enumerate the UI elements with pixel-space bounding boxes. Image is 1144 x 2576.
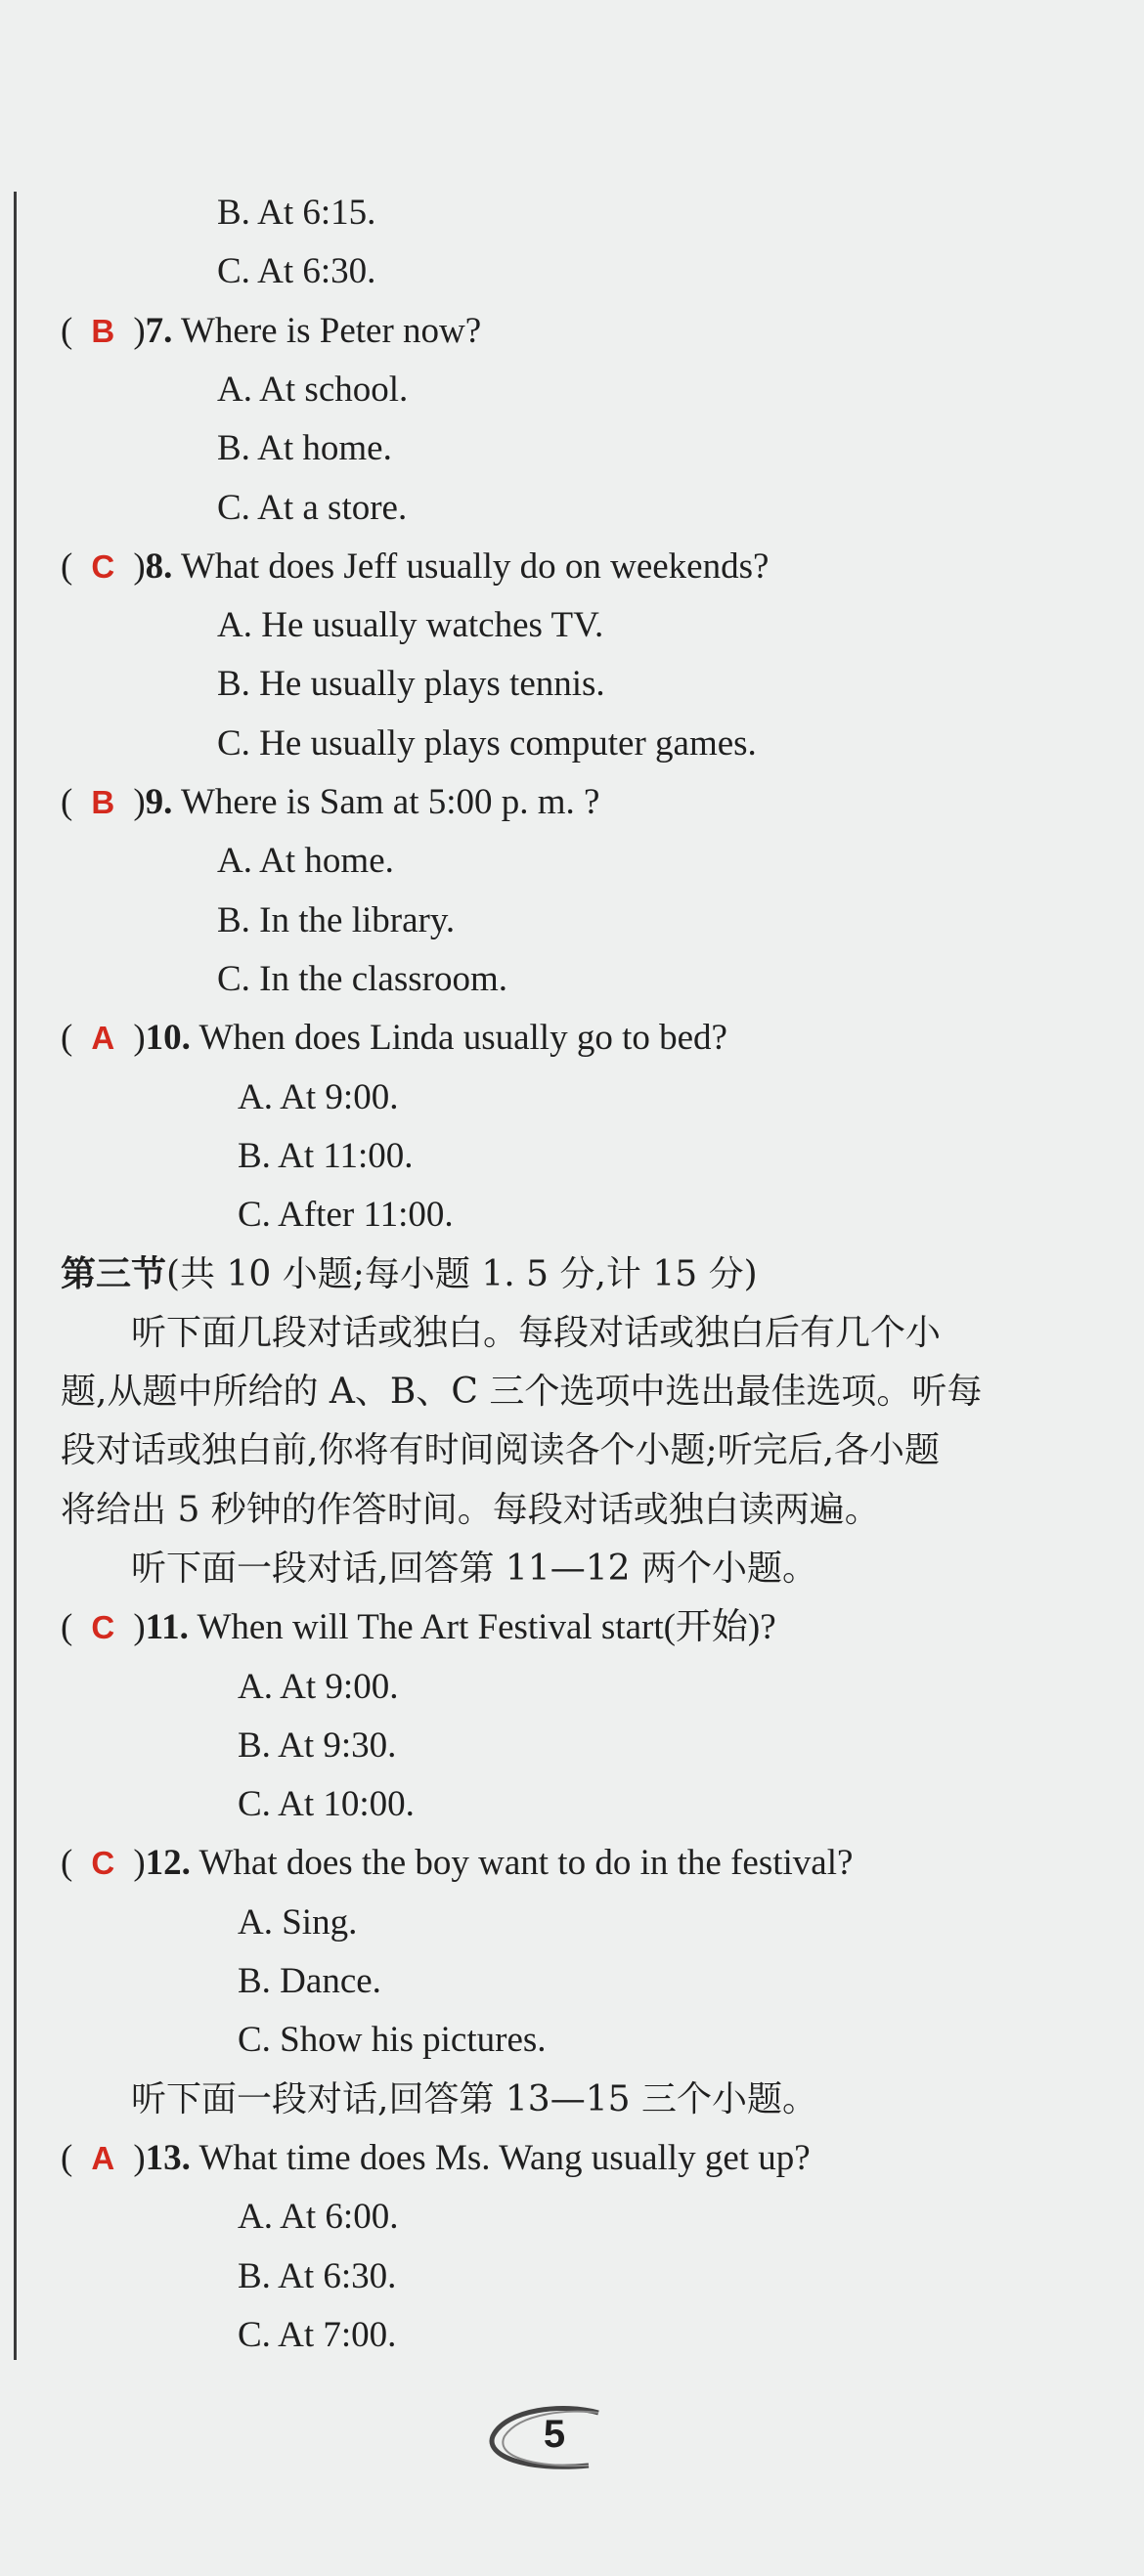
paren-close: ) (133, 2137, 146, 2178)
margin-rule (14, 192, 17, 2360)
question-number: 11. (145, 1607, 189, 1648)
question-number: 13. (145, 2137, 191, 2178)
answer-option: B. At 6:30. (238, 2255, 397, 2296)
question-row (61, 310, 481, 353)
question-number: 12. (145, 1843, 191, 1884)
question-number: 10. (145, 1018, 191, 1059)
page-number-badge (481, 2399, 628, 2477)
section-detail: (共 10 小题;每小题 1. 5 分,计 15 分) (166, 1254, 758, 1295)
answer-option: A. Sing. (238, 1901, 358, 1943)
answer-letter: A (91, 2139, 115, 2176)
section-instruction: 听下面几段对话或独白。每段对话或独白后有几个小 (61, 1312, 942, 1353)
answer-option: C. At 7:00. (238, 2314, 397, 2355)
section-instruction: 将给出 5 秒钟的作答时间。每段对话或独白读两遍。 (61, 1489, 880, 1530)
question-text: Where is Sam at 5:00 p. m. ? (172, 782, 600, 822)
section-header (61, 1252, 758, 1296)
answer-letter: C (91, 1609, 115, 1646)
listening-prompt: 听下面一段对话,回答第 11—12 两个小题。 (61, 1548, 817, 1589)
paren-close: ) (133, 782, 146, 822)
answer-option: A. At home. (217, 841, 394, 882)
answer-option: C. At 6:30. (217, 251, 376, 292)
question-row (61, 2137, 811, 2180)
answer-letter: B (91, 312, 115, 349)
question-text: What does Jeff usually do on weekends? (172, 546, 770, 587)
answer-option: B. At home. (217, 428, 392, 469)
answer-option: C. At 10:00. (238, 1784, 415, 1825)
question-text: Where is Peter now? (172, 310, 482, 351)
paren-open: ( (61, 2137, 73, 2178)
question-number: 8. (145, 546, 173, 587)
answer-letter: B (91, 784, 115, 820)
answer-option: A. He usually watches TV. (217, 605, 604, 646)
answer-option: B. Dance. (238, 1961, 381, 2001)
question-row (61, 1606, 776, 1649)
answer-option: B. In the library. (217, 899, 456, 940)
question-row (61, 781, 599, 824)
answer-option: C. Show his pictures. (238, 2020, 547, 2061)
answer-option: C. At a store. (217, 487, 408, 528)
question-text: What does the boy want to do in the festival? (190, 1843, 854, 1884)
paren-open: ( (61, 546, 73, 587)
paren-open: ( (61, 1843, 73, 1884)
answer-option: A. At 9:00. (238, 1076, 399, 1117)
answer-option: C. He usually plays computer games. (217, 722, 757, 764)
paren-open: ( (61, 1607, 73, 1648)
listening-prompt: 听下面一段对话,回答第 13—15 三个小题。 (61, 2078, 817, 2119)
answer-option: B. He usually plays tennis. (217, 664, 605, 705)
question-row (61, 1017, 727, 1060)
answer-option: B. At 11:00. (238, 1135, 414, 1176)
answer-option: B. At 6:15. (217, 193, 376, 233)
question-number: 9. (145, 782, 173, 822)
paren-close: ) (133, 310, 146, 351)
page-number: 5 (543, 2413, 566, 2456)
answer-option: A. At 9:00. (238, 1666, 399, 1707)
paren-open: ( (61, 782, 73, 822)
answer-letter: A (91, 1020, 115, 1057)
question-text: When does Linda usually go to bed? (190, 1018, 727, 1059)
paren-close: ) (133, 546, 146, 587)
section-instruction: 段对话或独白前,你将有时间阅读各个小题;听完后,各小题 (61, 1430, 941, 1471)
question-row (61, 546, 769, 589)
answer-option: C. In the classroom. (217, 958, 507, 999)
answer-option: A. At school. (217, 369, 409, 410)
paren-open: ( (61, 1018, 73, 1059)
question-number: 7. (145, 310, 173, 351)
paren-close: ) (133, 1843, 146, 1884)
paren-open: ( (61, 310, 73, 351)
question-text: When will The Art Festival start(开始)? (188, 1607, 776, 1648)
section-title: 第三节 (61, 1253, 167, 1295)
paren-close: ) (133, 1018, 146, 1059)
answer-option: A. At 6:00. (238, 2197, 399, 2238)
answer-option: B. At 9:30. (238, 1725, 397, 1766)
question-text: What time does Ms. Wang usually get up? (190, 2137, 811, 2178)
answer-letter: C (91, 1845, 115, 1882)
question-row (61, 1842, 853, 1885)
section-instruction: 题,从题中所给的 A、B、C 三个选项中选出最佳选项。听每 (61, 1372, 983, 1412)
answer-option: C. After 11:00. (238, 1195, 454, 1236)
answer-letter: C (91, 547, 115, 585)
paren-close: ) (133, 1607, 146, 1648)
